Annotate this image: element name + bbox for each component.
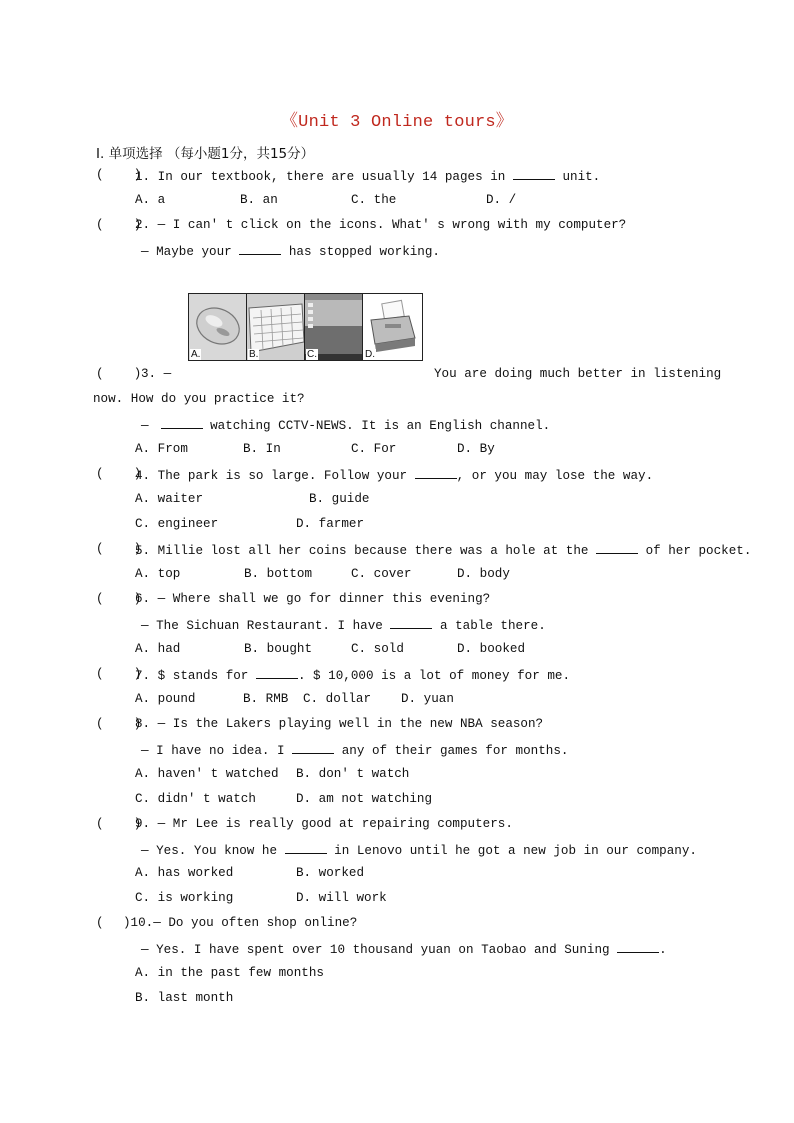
answer-blank <box>285 841 327 854</box>
question-text: 4. The park is so large. Follow your <box>135 469 408 483</box>
option: A. had <box>135 642 181 656</box>
question-text: 1. In our textbook, there are usually 14 pages in <box>135 170 506 184</box>
option: B. bought <box>244 642 313 656</box>
answer-blank <box>239 242 281 255</box>
question-text: — I have no idea. I <box>141 744 285 758</box>
option: A. waiter <box>135 492 204 506</box>
option: A. has worked <box>135 866 234 880</box>
answer-bracket: ( ) <box>96 218 142 232</box>
printer-image <box>363 294 420 360</box>
page-title: 《Unit 3 Online tours》 <box>280 113 514 132</box>
option: C. engineer <box>135 517 219 531</box>
question-2-stem: 2. — I can' t click on the icons. What' s wrong with my computer? <box>135 218 627 232</box>
answer-bracket: ( ) <box>96 168 142 182</box>
option: A. From <box>135 442 188 456</box>
question-text: . <box>659 943 667 957</box>
question-text: watching CCTV-NEWS. It is an English channel. <box>210 419 551 433</box>
answer-blank <box>596 541 638 554</box>
question-text: — Maybe your <box>141 245 232 259</box>
option: C. didn' t watch <box>135 792 256 806</box>
option: C. For <box>351 442 397 456</box>
answer-bracket: ( ) <box>96 817 142 831</box>
option: D. By <box>457 442 495 456</box>
option: B. don' t watch <box>296 767 410 781</box>
option: B. an <box>240 193 278 207</box>
question-text: — Yes. You know he <box>141 844 278 858</box>
option: C. dollar <box>303 692 372 706</box>
answer-bracket: ( ) <box>96 542 142 556</box>
image-label: C. <box>307 349 317 360</box>
answer-blank <box>292 741 334 754</box>
image-label: B. <box>249 349 259 360</box>
answer-bracket: ( ) <box>96 367 142 381</box>
question-text: has stopped working. <box>288 245 440 259</box>
question-2-reply <box>141 242 440 260</box>
device-image-strip <box>188 293 423 361</box>
option: C. the <box>351 193 397 207</box>
question-text: — Yes. I have spent over 10 thousand yuan on Taobao and Suning <box>141 943 610 957</box>
answer-bracket: ( ) <box>96 667 142 681</box>
option: C. cover <box>351 567 412 581</box>
question-7-stem <box>135 666 570 684</box>
option: A. haven' t watched <box>135 767 279 781</box>
option: D. body <box>457 567 510 581</box>
image-label: A. <box>191 349 201 360</box>
option: B. RMB <box>243 692 289 706</box>
answer-blank <box>617 940 659 953</box>
question-5-stem <box>135 541 751 559</box>
answer-blank <box>415 466 457 479</box>
option: C. is working <box>135 891 234 905</box>
question-text: unit. <box>562 170 601 184</box>
question-text: 7. $ stands for <box>135 669 249 683</box>
keyboard-image <box>247 294 305 360</box>
image-label: D. <box>365 349 375 360</box>
option: C. sold <box>351 642 404 656</box>
option: B. last month <box>135 991 234 1005</box>
question-4-stem <box>135 466 653 484</box>
answer-blank <box>390 616 432 629</box>
screen-image <box>305 294 363 360</box>
answer-bracket: ( ) <box>96 592 142 606</box>
option: D. am not watching <box>296 792 433 806</box>
question-10-stem: )10.— Do you often shop online? <box>123 916 358 930</box>
answer-blank <box>256 666 298 679</box>
question-1-stem <box>135 167 600 185</box>
question-text: . $ 10,000 is a lot of money for me. <box>297 669 571 683</box>
section-heading: Ⅰ. 单项选择 （每小题1分，共15分） <box>96 146 315 162</box>
mouse-image <box>189 294 247 360</box>
question-9-stem: 9. — Mr Lee is really good at repairing computers. <box>135 817 513 831</box>
option: A. a <box>135 193 166 207</box>
question-8-stem: 8. — Is the Lakers playing well in the new NBA season? <box>135 717 544 731</box>
question-3-stem: You are doing much better in listening <box>434 367 722 381</box>
question-9-reply <box>141 841 697 859</box>
option: B. guide <box>309 492 370 506</box>
option: A. top <box>135 567 181 581</box>
option: B. bottom <box>244 567 313 581</box>
question-text: , or you may lose the way. <box>456 469 654 483</box>
question-text: in Lenovo until he got a new job in our company. <box>334 844 697 858</box>
answer-bracket: ( ) <box>96 717 142 731</box>
answer-bracket: ( ) <box>96 467 142 481</box>
option: D. / <box>486 193 517 207</box>
option: D. will work <box>296 891 387 905</box>
question-3-number: 3. — <box>141 367 172 381</box>
option: D. yuan <box>401 692 454 706</box>
option: A. pound <box>135 692 196 706</box>
question-text: any of their games for months. <box>341 744 569 758</box>
question-3-stem-cont: now. How do you practice it? <box>93 392 305 406</box>
option: D. farmer <box>296 517 365 531</box>
question-text: 5. Millie lost all her coins because there was a hole at the <box>135 544 589 558</box>
question-text: — The Sichuan Restaurant. I have <box>141 619 383 633</box>
option: D. booked <box>457 642 526 656</box>
question-8-reply <box>141 741 568 759</box>
question-6-reply <box>141 616 546 634</box>
question-text: a table there. <box>439 619 546 633</box>
answer-bracket: ( <box>96 916 104 930</box>
question-text: of her pocket. <box>645 544 752 558</box>
answer-blank <box>161 416 203 429</box>
question-3-reply: — watching CCTV-NEWS. It is an English channel. <box>141 416 550 434</box>
question-10-reply <box>141 940 667 958</box>
question-6-stem: 6. — Where shall we go for dinner this evening? <box>135 592 491 606</box>
answer-blank <box>513 167 555 180</box>
option: B. In <box>243 442 281 456</box>
option: A. in the past few months <box>135 966 324 980</box>
option: B. worked <box>296 866 365 880</box>
